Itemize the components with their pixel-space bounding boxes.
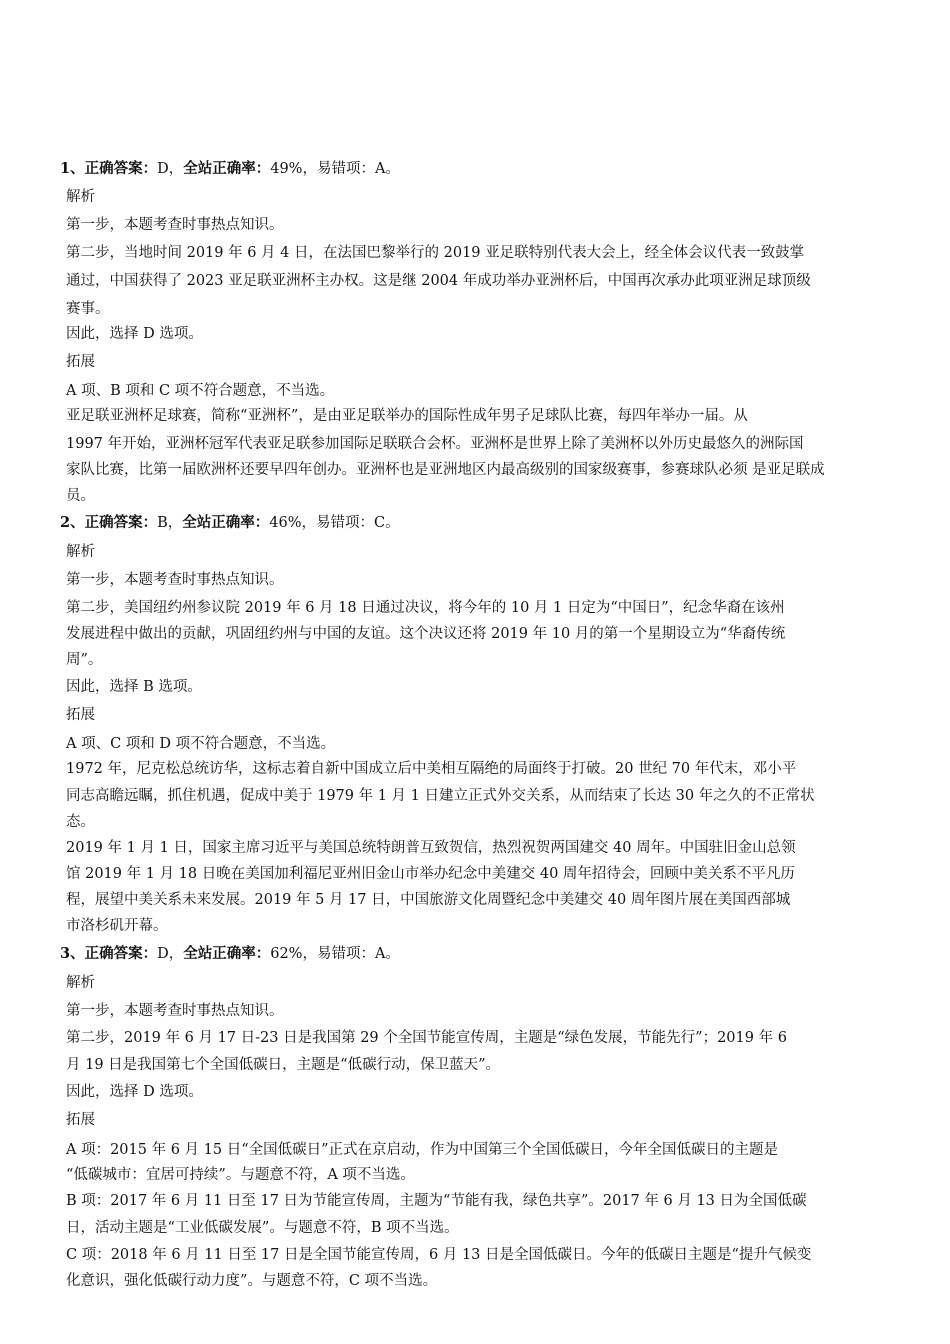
q3-analysis-title: 解析 [66, 975, 95, 991]
q1-analysis-line: 第二步，当地时间 2019 年 6 月 4 日，在法国巴黎举行的 2019 亚足联特别代表大会上，经全体会议代表一致鼓掌 [66, 245, 805, 261]
q2-header [60, 513, 400, 533]
q2-answer-label: 正确答案： [84, 514, 158, 531]
q3-header [60, 944, 400, 964]
q2-number: 2、 [60, 514, 85, 531]
q2-analysis-line: 周”。 [66, 652, 103, 668]
q1-extend-line: 亚足联亚洲杯足球赛，简称“亚洲杯”，是由亚足联举办的国际性成年男子足球队比赛，每四年举办一届。从 [66, 408, 748, 424]
q1-analysis-line: 第一步，本题考查时事热点知识。 [66, 217, 284, 233]
q1-rate: 49%，易错项：A。 [270, 161, 400, 177]
q1-answer-label: 正确答案： [84, 160, 158, 177]
q3-analysis-line: 第二步，2019 年 6 月 17 日-23 日是我国第 29 个全国节能宣传周，主题是“绿色发展，节能先行”；2019 年 6 [66, 1030, 787, 1046]
q1-extend-line: A 项、B 项和 C 项不符合题意，不当选。 [66, 383, 335, 399]
q1-analysis-line: 通过，中国获得了 2023 亚足联亚洲杯主办权。这是继 2004 年成功举办亚洲杯后，中国再次承办此项亚洲足球顶级 [66, 273, 811, 289]
q3-answer-label: 正确答案： [84, 945, 158, 962]
q2-analysis-line: 第二步，美国纽约州参议院 2019 年 6 月 18 日通过决议，将今年的 10 月 1 日定为“中国日”，纪念华裔在该州 [66, 600, 785, 616]
q1-analysis-line: 因此，选择 D 选项。 [66, 326, 203, 342]
q2-answer: B， [157, 515, 183, 531]
q3-rate: 62%，易错项：A。 [270, 946, 400, 962]
q3-answer: D， [157, 946, 184, 962]
q1-header [60, 159, 400, 179]
q2-extend-title: 拓展 [66, 707, 95, 723]
q1-number: 1、 [60, 160, 85, 177]
q3-extend-line: 化意识，强化低碳行动力度”。与题意不符，C 项不当选。 [66, 1273, 438, 1289]
q3-analysis-line: 因此，选择 D 选项。 [66, 1084, 203, 1100]
q2-rate: 46%，易错项：C。 [269, 515, 400, 531]
q2-analysis-line: 因此，选择 B 选项。 [66, 679, 202, 695]
q3-extend-line: “低碳城市：宜居可持续”。与题意不符，A 项不当选。 [66, 1167, 415, 1183]
q2-extend-line: 2019 年 1 月 1 日，国家主席习近平与美国总统特朗普互致贺信，热烈祝贺两国建交 40 周年。中国驻旧金山总领 [66, 840, 796, 856]
q3-extend-line: A 项：2015 年 6 月 15 日“全国低碳日”正式在京启动，作为中国第三个全国低碳日，今年全国低碳日的主题是 [66, 1142, 779, 1158]
q3-extend-line: C 项：2018 年 6 月 11 日至 17 日是全国节能宣传周，6 月 13 日是全国低碳日。今年的低碳日主题是“提升气候变 [66, 1247, 812, 1263]
q2-extend-line: A 项、C 项和 D 项不符合题意，不当选。 [66, 736, 336, 752]
q3-rate-label: 全站正确率： [183, 945, 271, 962]
q1-extend-line: 员。 [66, 488, 95, 504]
q2-extend-line: 馆 2019 年 1 月 18 日晚在美国加利福尼亚州旧金山市举办纪念中美建交 40 周年招待会，回顾中美关系不平凡历 [66, 866, 795, 882]
q2-rate-label: 全站正确率： [182, 514, 270, 531]
q2-analysis-title: 解析 [66, 544, 95, 560]
q2-extend-line: 同志高瞻远瞩，抓住机遇，促成中美于 1979 年 1 月 1 日建立正式外交关系，从而结束了长达 30 年之久的不正常状 [66, 788, 815, 804]
q1-extend-title: 拓展 [66, 354, 95, 370]
q1-extend-line: 家队比赛，比第一届欧洲杯还要早四年创办。亚洲杯也是亚洲地区内最高级别的国家级赛事，参赛球队必须 是亚足联成 [66, 462, 825, 478]
q2-analysis-line: 第一步，本题考查时事热点知识。 [66, 572, 284, 588]
q1-rate-label: 全站正确率： [183, 160, 271, 177]
q3-extend-line: 日，活动主题是“工业低碳发展”。与题意不符，B 项不当选。 [66, 1220, 459, 1236]
q3-number: 3、 [60, 945, 85, 962]
q2-extend-line: 态。 [66, 814, 95, 830]
q2-extend-line: 程，展望中美关系未来发展。2019 年 5 月 17 日，中国旅游文化周暨纪念中美建交 40 周年图片展在美国西部城 [66, 892, 791, 908]
q1-answer: D， [157, 161, 184, 177]
q1-analysis-title: 解析 [66, 189, 95, 205]
q3-extend-title: 拓展 [66, 1112, 95, 1128]
q3-analysis-line: 第一步，本题考查时事热点知识。 [66, 1003, 284, 1019]
q1-extend-line: 1997 年开始，亚洲杯冠军代表亚足联参加国际足联联合会杯。亚洲杯是世界上除了美洲杯以外历史最悠久的洲际国 [66, 436, 804, 452]
q2-extend-line: 市洛杉矶开幕。 [66, 918, 168, 934]
q1-analysis-line: 赛事。 [66, 301, 110, 317]
q2-analysis-line: 发展进程中做出的贡献，巩固纽约州与中国的友谊。这个决议还将 2019 年 10 月的第一个星期设立为“华裔传统 [66, 626, 786, 642]
q3-analysis-line: 月 19 日是我国第七个全国低碳日，主题是“低碳行动，保卫蓝天”。 [66, 1057, 500, 1073]
q2-extend-line: 1972 年，尼克松总统访华，这标志着自新中国成立后中美相互隔绝的局面终于打破。20 世纪 70 年代末，邓小平 [66, 761, 797, 777]
q3-extend-line: B 项：2017 年 6 月 11 日至 17 日为节能宣传周，主题为“节能有我，绿色共享”。2017 年 6 月 13 日为全国低碳 [66, 1193, 807, 1209]
